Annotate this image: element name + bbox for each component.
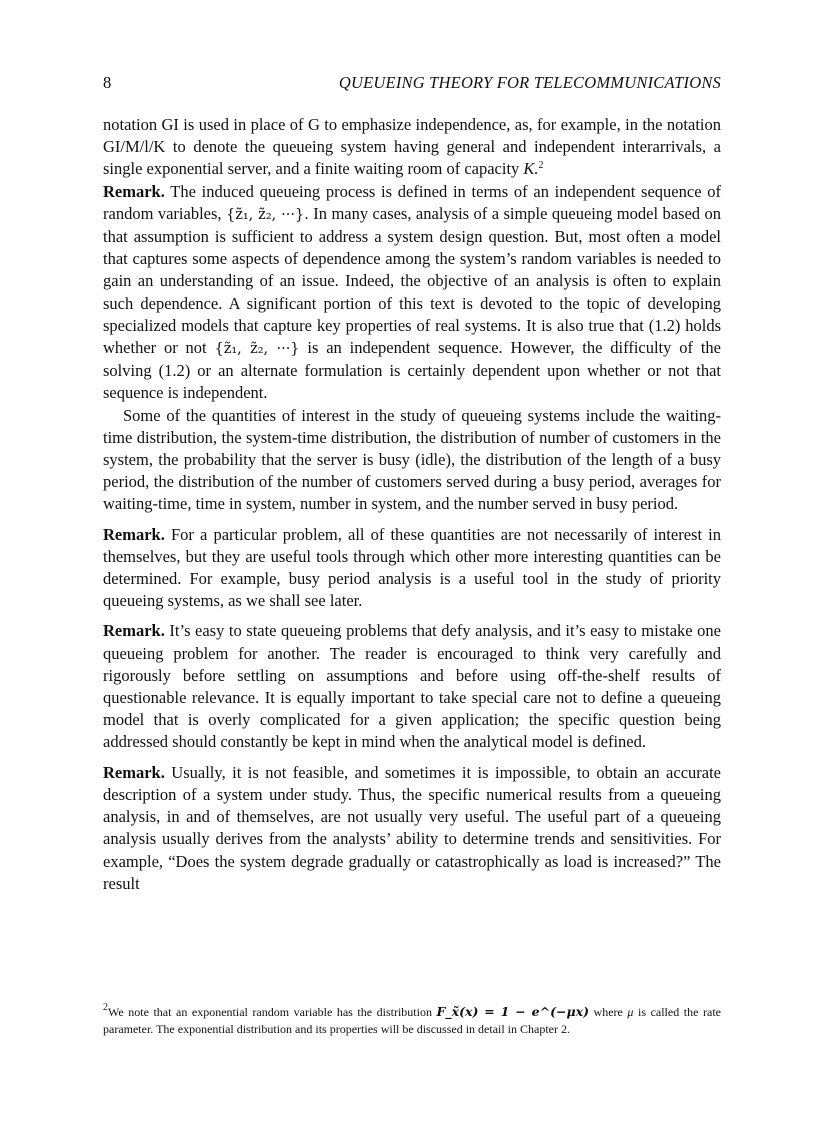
paragraph-notation <box>103 114 721 181</box>
page-number: 8 <box>103 73 112 92</box>
remark-label: Remark. <box>103 621 165 641</box>
remark-label: Remark. <box>103 762 165 782</box>
footnote <box>103 1003 721 1038</box>
footnote-text: is called the rate parameter. The exponential distribution and its properties will be discussed in detail in Chapter 2. <box>103 1005 721 1036</box>
remark-independence <box>103 181 721 405</box>
remark-label: Remark. <box>103 524 165 544</box>
remark-text: The induced queueing process is defined in terms of an independent sequence of random variables, <box>103 181 721 223</box>
footnote-ref: 2 <box>538 160 544 172</box>
body-text <box>103 114 721 895</box>
remark-text: Usually, it is not feasible, and sometimes it is impossible, to obtain an accurate description of a system under study. Thus, the specific numerical results from a queueing analysis, in and of themselves, are not usually very useful. The useful part of a queueing analysis usually derives from the analysts’ ability to determine trends and sensitivities. For example, “Does the system degrade gradually or catastrophically as load is increased?” The result <box>103 762 721 893</box>
footnote-text: We note that an exponential random variable has the distribution <box>108 1005 437 1019</box>
remark-text: It’s easy to state queueing problems that defy analysis, and it’s easy to mistake one queueing problem for another. The reader is encouraged to think very carefully and rigorously before settling on assumptions and before using off-the-shelf results of questionable relevance. It is equally important to take special care not to define a queueing model that is overly complicated for a given application; the specific question being addressed should constantly be kept in mind when the analytical model is defined. <box>103 621 721 752</box>
capacity-symbol: K. <box>523 159 539 179</box>
page-header <box>103 73 721 97</box>
distribution-formula: F_x̃(x) = 1 − e^(−μx) <box>436 1004 589 1019</box>
remark-feasibility <box>103 762 721 895</box>
footnote-marker: 2 <box>103 1002 108 1013</box>
remark-text: For a particular problem, all of these quantities are not necessarily of interest in themselves, but they are useful tools through which other more interesting quantities can be determined. For example, busy period analysis is a useful tool in the study of priority queueing systems, as we shall see later. <box>103 524 721 611</box>
sequence-formula: {z̃₁, z̃₂, ···} <box>214 341 300 358</box>
running-title: QUEUEING THEORY FOR TELECOMMUNICATIONS <box>338 73 721 92</box>
mu-symbol: μ <box>627 1005 634 1019</box>
sequence-formula: {z̃₁, z̃₂, ···}. <box>225 206 309 223</box>
footnote-text: where <box>588 1005 628 1019</box>
remark-text: is an independent sequence. However, the difficulty of the solving (1.2) or an alternate formulation is certainly dependent upon whether or not that sequence is independent. <box>103 338 721 403</box>
remark-label: Remark. <box>103 181 165 201</box>
remark-analysis <box>103 620 721 753</box>
paragraph-text: notation GI is used in place of G to emphasize independence, as, for example, in the notation GI/M/l/K to denote the queueing system having general and independent interarrivals, a single exponential server, and a finite waiting room of capacity <box>103 115 721 179</box>
remark-text: In many cases, analysis of a simple queueing model based on that assumption is sufficient to address a system design question. But, most often a model that captures some aspects of dependence among the system’s random variables is needed to gain an understanding of an issue. Indeed, the objective of an analysis is often to explain such dependence. A significant portion of this text is devoted to the topic of developing specialized models that capture key properties of real systems. It is also true that (1.2) holds whether or not <box>103 203 721 358</box>
remark-tools <box>103 524 721 613</box>
paragraph-quantities: Some of the quantities of interest in the study of queueing systems include the waiting-time distribution, the system-time distribution, the distribution of number of customers in the system, the probability that the server is busy (idle), the distribution of the length of a busy period, the distribution of the number of customers served during a busy period, averages for waiting-time, time in system, number in system, and the number served in busy period. <box>103 405 721 514</box>
